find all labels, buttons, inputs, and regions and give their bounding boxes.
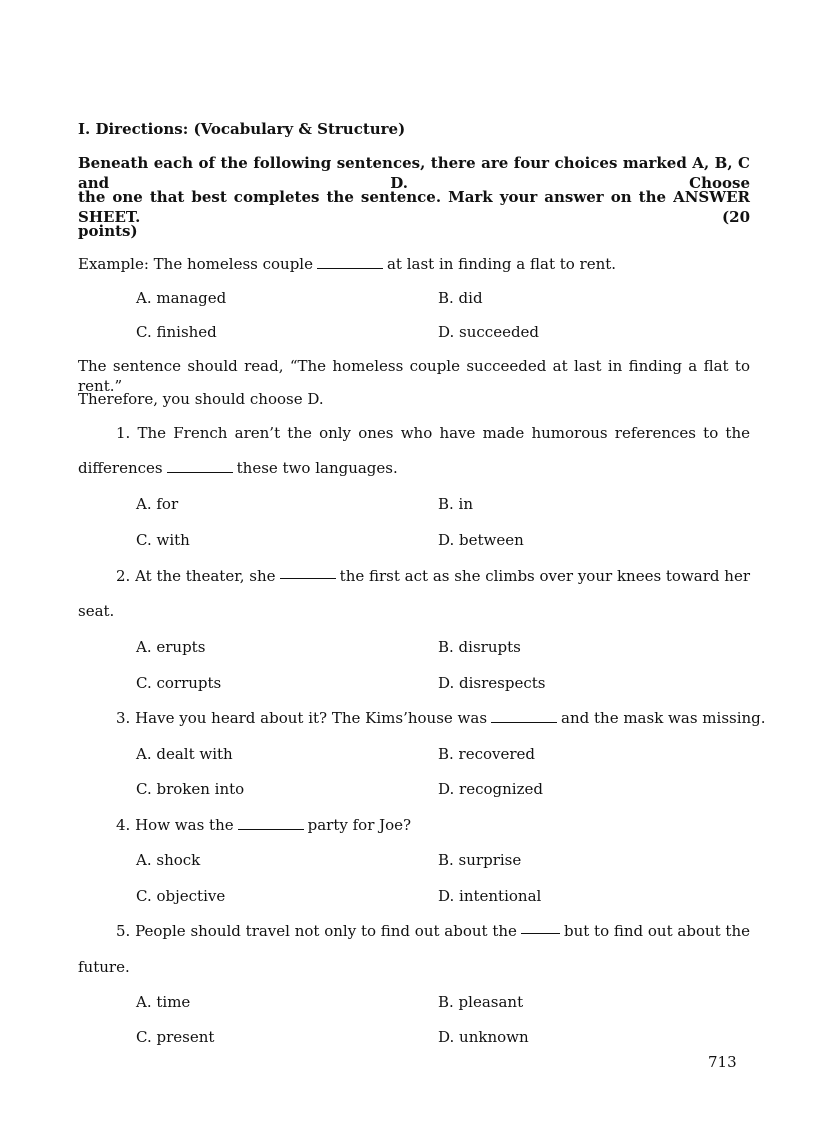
question-3-option-d: D. recognized [438,780,543,798]
question-2-line-2: seat. [78,602,115,620]
question-4-option-b: B. surprise [438,851,522,869]
example-option-c: C. finished [136,323,217,341]
example-text-before: Example: The homeless couple [78,255,313,273]
page-number: 713 [708,1053,737,1071]
question-3-text-before: 3. Have you heard about it? The Kims’house was [116,709,488,727]
question-3-option-c: C. broken into [136,780,245,798]
question-5-line-2: future. [78,958,130,976]
question-1-option-a: A. for [136,495,179,513]
question-5-line-1 [116,921,750,941]
instructions-line-3: points) [78,222,138,240]
section-heading: Ⅰ. Directions: (Vocabulary & Structure) [78,120,406,138]
example-text-after: at last in finding a flat to rent. [386,255,617,273]
answer-blank [317,256,383,269]
question-3-option-b: B. recovered [438,745,536,763]
question-1-text-before: differences [78,459,163,477]
question-1-text-after: these two languages. [236,459,398,477]
instructions-line-1: Beneath each of the following sentences, there are four choices marked A, B, C and D. Choose [78,154,750,192]
example-sentence [78,254,616,274]
question-3-text-after: and the mask was missing. [561,709,766,727]
example-explanation-1: The sentence should read, “The homeless couple succeeded at last in finding a flat to rent.” [78,357,750,395]
answer-blank [491,710,557,723]
answer-blank [521,921,560,934]
question-1-option-b: B. in [438,495,474,513]
question-1-line-1: 1. The French aren’t the only ones who have made humorous references to the [116,424,750,442]
answer-blank [280,566,336,579]
question-4-text-before: 4. How was the [116,816,234,834]
example-explanation-2: Therefore, you should choose D. [78,390,324,408]
example-option-b: B. did [438,289,483,307]
question-2-line-1 [116,566,750,586]
question-5-option-a: A. time [136,993,191,1011]
answer-blank [167,460,233,473]
question-1-option-c: C. with [136,531,190,549]
question-1-option-d: D. between [438,531,524,549]
question-4-line-1 [116,815,411,835]
question-5-option-b: B. pleasant [438,993,524,1011]
example-option-a: A. managed [136,289,227,307]
instructions-line-2: the one that best completes the sentence. Mark your answer on the ANSWER SHEET. (20 [78,188,750,226]
question-4-option-c: C. objective [136,887,226,905]
question-5-text-after: but to find out about the [563,922,750,940]
question-2-text-after: the first act as she climbs over your knees toward her [339,567,750,585]
example-option-d: D. succeeded [438,323,540,341]
question-5-option-d: D. unknown [438,1028,529,1046]
question-2-option-c: C. corrupts [136,674,222,692]
answer-blank [238,817,304,830]
question-4-text-after: party for Joe? [307,816,412,834]
question-5-text-before: 5. People should travel not only to find out about the [116,922,517,940]
question-1-line-2 [78,458,398,478]
question-2-option-d: D. disrespects [438,674,546,692]
question-3-line-1 [116,708,766,728]
question-5-option-c: C. present [136,1028,215,1046]
question-2-option-b: B. disrupts [438,638,521,656]
question-4-option-a: A. shock [136,851,201,869]
question-4-option-d: D. intentional [438,887,542,905]
question-2-text-before: 2. At the theater, she [116,567,276,585]
question-2-option-a: A. erupts [136,638,206,656]
question-3-option-a: A. dealt with [136,745,233,763]
